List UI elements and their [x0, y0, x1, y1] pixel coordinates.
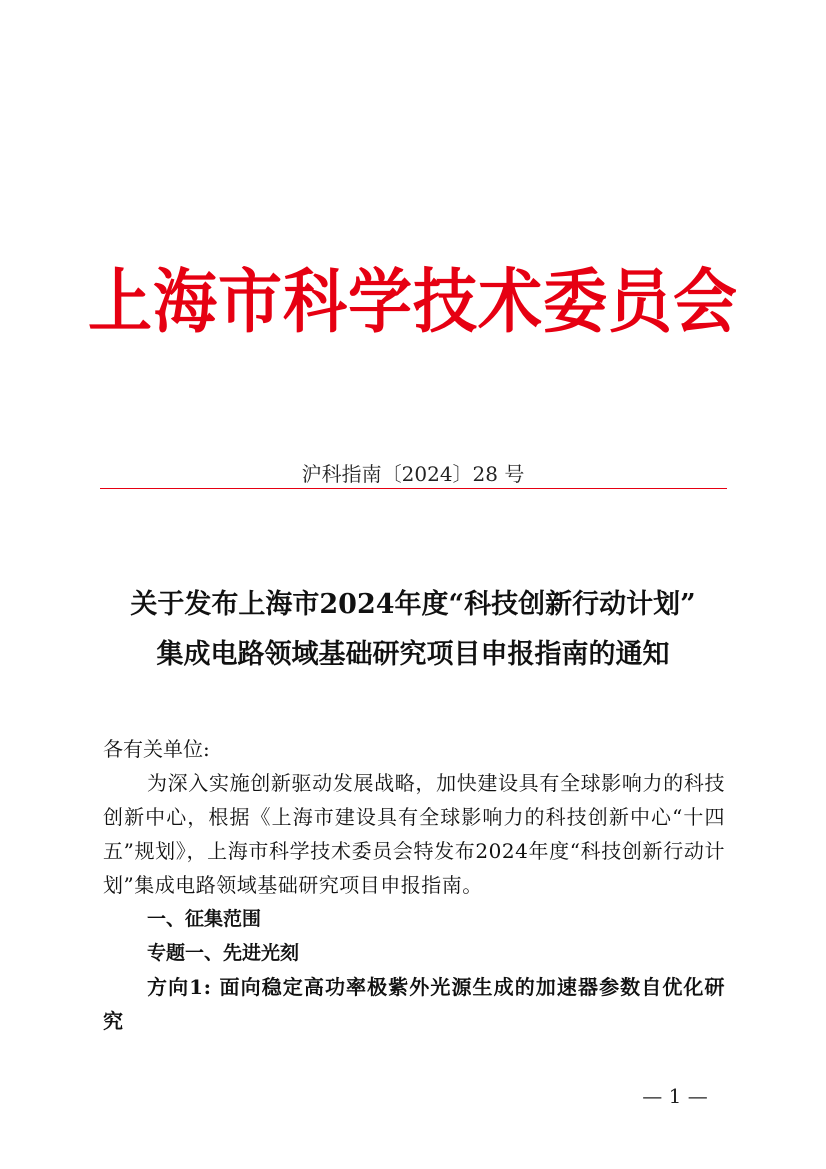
page-number: — 1 — — [642, 1084, 708, 1108]
title-line-1: 关于发布上海市2024年度“科技创新行动计划” — [130, 589, 696, 620]
issuer-masthead: 上海市科学技术委员会 — [88, 262, 738, 343]
document-body — [103, 732, 725, 1038]
salutation: 各有关单位: — [103, 737, 210, 761]
section-heading: 一、征集范围 — [147, 908, 262, 930]
direction-heading: 方向1: 面向稳定高功率极紫外光源生成的加速器参数自优化研究 — [103, 975, 725, 1033]
document-number: 沪科指南〔2024〕28 号 — [301, 462, 525, 486]
intro-paragraph: 为深入实施创新驱动发展战略，加快建设具有全球影响力的科技创新中心，根据《上海市建设具有全球影响力的科技创新中心“十四五”规划》，上海市科学技术委员会特发布2024年度“科技创新行动计划”集成电路领域基础研究项目申报指南。 — [103, 771, 725, 897]
title-line-2: 集成电路领域基础研究项目申报指南的通知 — [156, 639, 670, 670]
document-title — [60, 580, 766, 680]
red-divider-line — [100, 488, 727, 489]
topic-heading: 专题一、先进光刻 — [147, 942, 300, 964]
